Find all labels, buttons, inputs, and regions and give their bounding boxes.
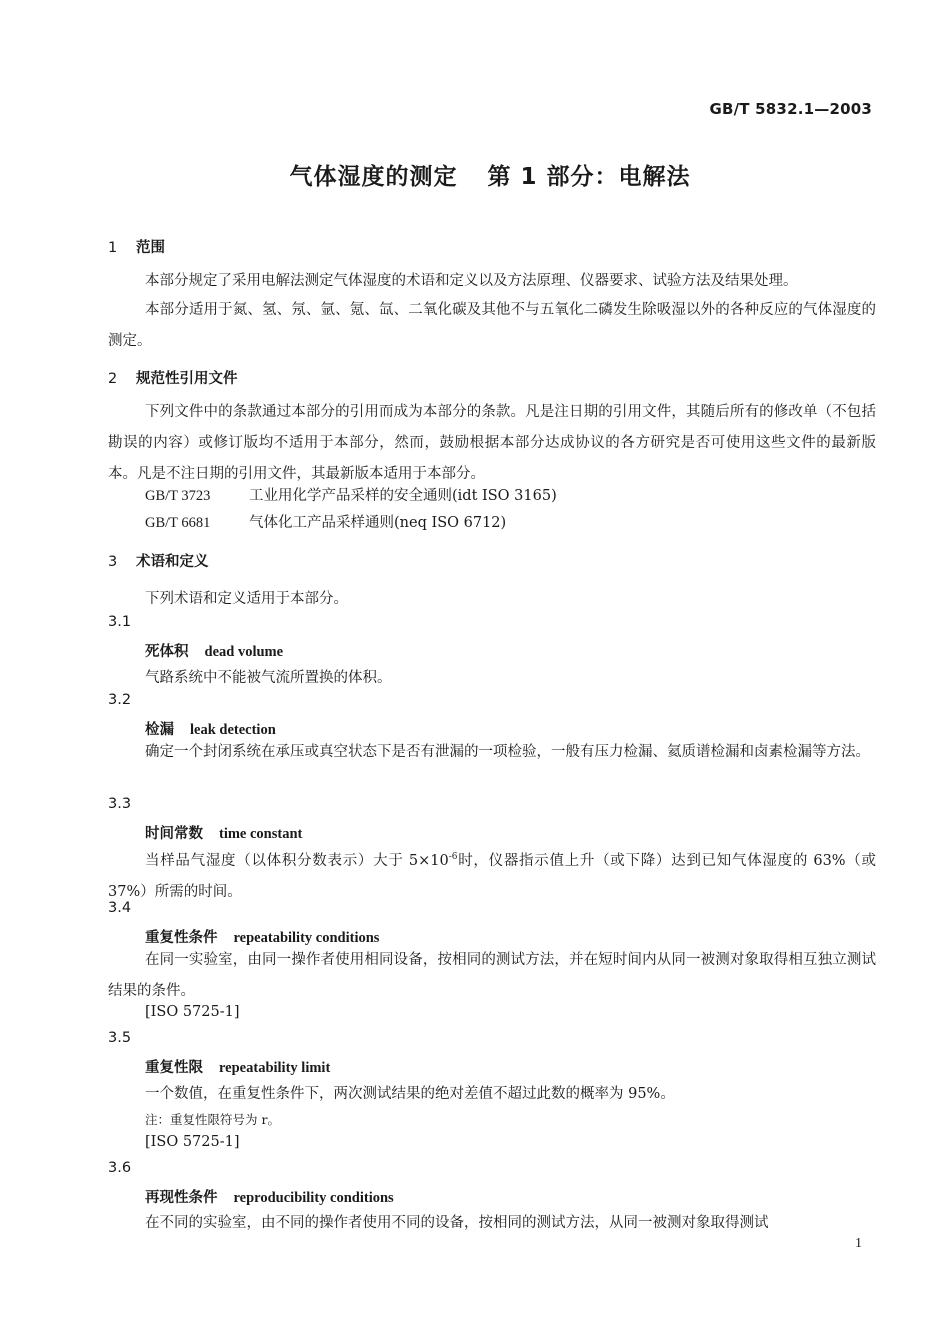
section-2-para-1: 下列文件中的条款通过本部分的引用而成为本部分的条款。凡是注日期的引用文件，其随后所有的修改单（不包括勘误的内容）或修订版均不适用于本部分，然而，鼓励根据本部分达成协议的各方研究是否可使用这些文件的最新版本。凡是不注日期的引用文件，其最新版本适用于本部分。 (108, 404, 876, 482)
section-1-para-2: 本部分适用于氮、氢、氖、氩、氪、氙、二氧化碳及其他不与五氧化二磷发生除吸湿以外的各种反应的气体湿度的测定。 (108, 302, 876, 349)
term-3-6-number: 3.6 (108, 1160, 132, 1176)
term-3-4-name: 重复性条件 repeatability conditions (145, 930, 380, 946)
term-3-4-definition: 在同一实验室，由同一操作者使用相同设备，按相同的测试方法，并在短时间内从同一被测对象取得相互独立测试结果的条件。 (108, 952, 876, 999)
term-3-2-number: 3.2 (108, 692, 132, 708)
term-3-5-definition: 一个数值，在重复性条件下，两次测试结果的绝对差值不超过此数的概率为 95%。 (145, 1086, 675, 1102)
term-3-4-number: 3.4 (108, 900, 132, 916)
term-3-1-definition: 气路系统中不能被气流所置换的体积。 (145, 670, 392, 686)
section-1-para-1: 本部分规定了采用电解法测定气体湿度的术语和定义以及方法原理、仪器要求、试验方法及结果处理。 (145, 273, 798, 289)
title-part-2: 第 1 部分：电解法 (487, 164, 691, 190)
standard-number: GB/T 5832.1—2003 (709, 100, 872, 118)
term-3-3-definition: 当样品气湿度（以体积分数表示）大于 $5\times 10^{-6}$时，仪器指示值上升（或下降）达到已知气体湿度的 63%（或 37%）所需的时间。 (108, 852, 876, 900)
term-3-1-name: 死体积 dead volume (145, 644, 284, 660)
term-3-6-definition: 在不同的实验室，由不同的操作者使用不同的设备，按相同的测试方法，从同一被测对象取得测试 (145, 1215, 769, 1231)
term-3-2-definition: 确定一个封闭系统在承压或真空状态下是否有泄漏的一项检验，一般有压力检漏、氦质谱检漏和卤素检漏等方法。 (145, 744, 870, 760)
document-title (0, 158, 950, 191)
reference-1: GB/T 3723 工业用化学产品采样的安全通则(idt ISO 3165) (145, 488, 557, 504)
term-3-5-note: 注：重复性限符号为 r。 (145, 1112, 280, 1127)
section-3-intro: 下列术语和定义适用于本部分。 (145, 591, 348, 607)
term-3-6-name: 再现性条件 reproducibility conditions (145, 1190, 394, 1206)
term-3-1-number: 3.1 (108, 614, 132, 630)
term-3-3-number: 3.3 (108, 796, 132, 812)
reference-2: GB/T 6681 气体化工产品采样通则(neq ISO 6712) (145, 515, 507, 531)
term-3-4-source: [ISO 5725-1] (145, 1004, 240, 1020)
section-1-heading: 1 范围 (108, 240, 165, 256)
section-3-heading: 3 术语和定义 (108, 554, 209, 570)
term-3-5-source: [ISO 5725-1] (145, 1134, 240, 1150)
term-3-3-name: 时间常数 time constant (145, 826, 303, 842)
section-2-heading: 2 规范性引用文件 (108, 371, 238, 387)
term-3-5-name: 重复性限 repeatability limit (145, 1060, 331, 1076)
term-3-5-number: 3.5 (108, 1030, 132, 1046)
page-number: 1 (855, 1236, 862, 1251)
term-3-2-name: 检漏 leak detection (145, 722, 276, 738)
title-part-1: 气体湿度的测定 (289, 164, 458, 190)
